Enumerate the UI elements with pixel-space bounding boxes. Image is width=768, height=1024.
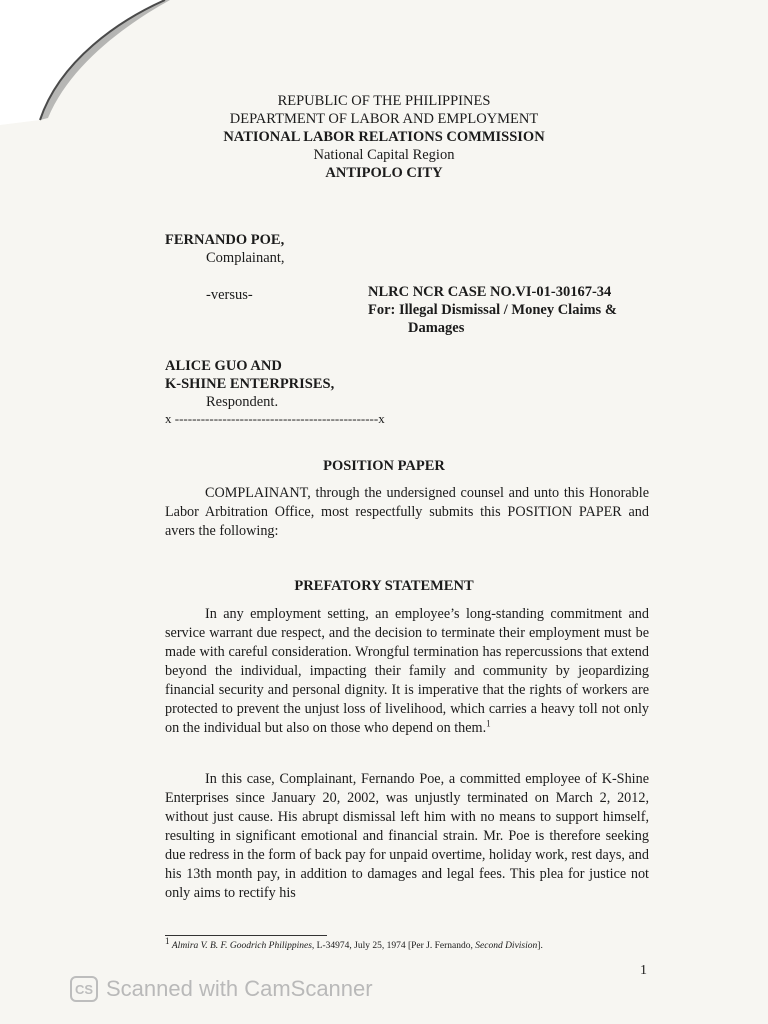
header-department: DEPARTMENT OF LABOR AND EMPLOYMENT: [229, 111, 539, 127]
footnote-division: Second Division: [475, 941, 538, 951]
footnote-rule: [165, 935, 327, 936]
section-title-prefatory: PREFATORY STATEMENT: [294, 578, 474, 594]
respondent-line2: K-SHINE ENTERPRISES,: [165, 376, 335, 392]
footnote: [165, 935, 665, 952]
page-number: 1: [640, 963, 647, 978]
header-city: ANTIPOLO CITY: [325, 165, 443, 181]
camscanner-watermark: [70, 975, 373, 1003]
prefatory-paragraph-2: [165, 770, 649, 903]
complainant-role: Complainant,: [206, 250, 285, 266]
prefatory-paragraph-1: [165, 605, 649, 738]
footnote-ref: 1: [486, 718, 491, 729]
versus-label: -versus-: [206, 287, 253, 303]
watermark-text: Scanned with CamScanner: [106, 976, 373, 1001]
footnote-closing: ].: [537, 941, 543, 951]
respondent-line1: ALICE GUO AND: [165, 358, 282, 374]
case-nature-line1: For: Illegal Dismissal / Money Claims &: [368, 302, 617, 318]
camscanner-logo-icon: CS: [70, 976, 98, 1002]
footnote-case-name: Almira V. B. F. Goodrich Philippines: [171, 941, 312, 951]
header-region: National Capital Region: [313, 147, 455, 163]
footnote-citation: , L-34974, July 25, 1974 [Per J. Fernando,: [311, 941, 476, 951]
intro-text: COMPLAINANT, through the undersigned counsel and unto this Honorable Labor Arbitration Office, most respectfully submits this POSITION PAPER and avers the following:: [165, 485, 649, 539]
intro-paragraph: [165, 484, 649, 541]
case-nature-line2: Damages: [408, 320, 465, 336]
header-commission: NATIONAL LABOR RELATIONS COMMISSION: [223, 129, 545, 145]
header-republic: REPUBLIC OF THE PHILIPPINES: [277, 93, 491, 109]
footnote-number: 1: [165, 935, 170, 946]
caption-separator: x -----------------------------------------------x: [165, 411, 385, 426]
respondent-role: Respondent.: [206, 394, 279, 410]
paragraph-2-text: In this case, Complainant, Fernando Poe, a committed employee of K-Shine Enterprises since January 20, 2002, was unjustly terminated on March 2, 2012, without just cause. His abrupt dismissal left him with no means to support himself, resulting in significant emotional and financial strain. Mr. Poe is therefore seeking due redress in the form of back pay for unpaid overtime, holiday work, rest days, and his 13th month pay, in addition to damages and legal fees. This plea for justice not only aims to rectify his: [165, 771, 649, 901]
document-title: POSITION PAPER: [323, 458, 445, 474]
case-number: NLRC NCR CASE NO.VI-01-30167-34: [368, 284, 612, 300]
paragraph-1-text: In any employment setting, an employee’s long-standing commitment and service warrant due respect, and the decision to terminate their employment must be made with careful consideration. Wrongful termination has repercussions that extend beyond the individual, impacting their family and community by jeopardizing financial security and personal dignity. It is imperative that the rights of workers are protected to prevent the unjust loss of livelihood, which carries a heavy toll not only on the individual but also on those who depend on them.: [165, 606, 649, 736]
complainant-name: FERNANDO POE,: [165, 232, 285, 248]
